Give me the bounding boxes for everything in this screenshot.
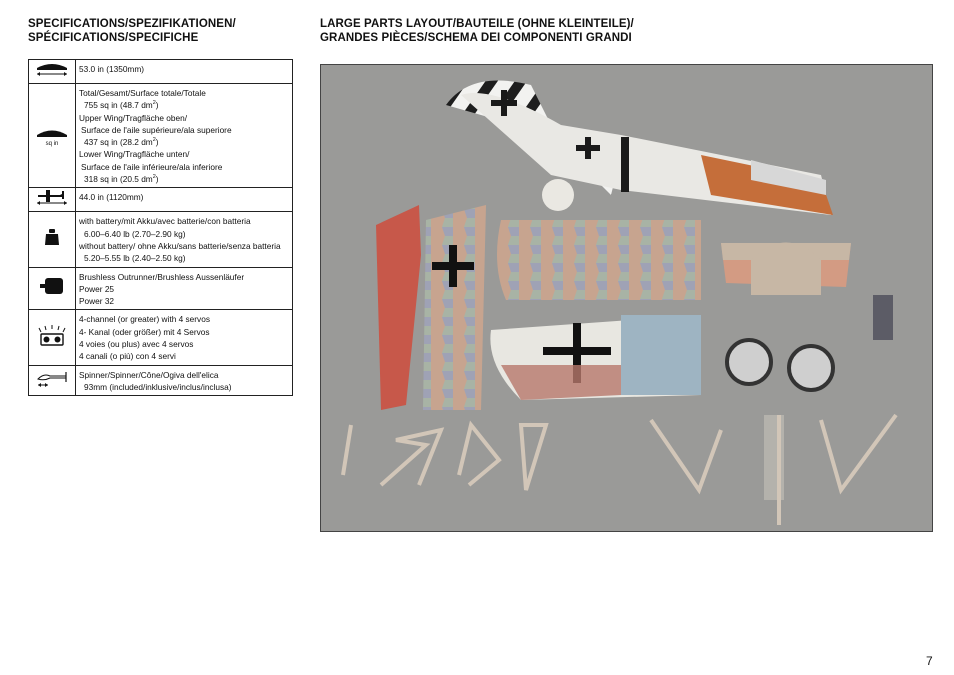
spinner-values: [76, 365, 293, 396]
spec-line: [79, 99, 288, 111]
spec-line: 53.0 in (1350mm): [79, 64, 145, 74]
spec-line: Power 32: [79, 296, 115, 307]
spec-line-text: 318 sq in (20.5 dm: [84, 174, 153, 185]
superscript: 2: [152, 137, 156, 144]
spec-line: Spinner/Spinner/Cône/Ogiva dell'elica: [79, 369, 219, 380]
page-number: 7: [926, 654, 933, 668]
spec-line: 4 canali (o più) con 4 servi: [79, 351, 176, 362]
radio-icon-cell: [29, 310, 76, 365]
spec-line-text: 755 sq in (48.7 dm: [84, 100, 153, 111]
spec-line: 44.0 in (1120mm): [79, 192, 144, 203]
spec-line: [79, 136, 288, 148]
spec-row-motor: [29, 267, 293, 310]
parts-layout-heading-line1: LARGE PARTS LAYOUT/BAUTEILE (OHNE KLEINTEILE)/: [320, 18, 634, 30]
spec-row-wingspan: [29, 60, 293, 84]
motor-icon: [39, 276, 65, 296]
spec-row-radio: [29, 310, 293, 365]
spec-line: 4-channel (or greater) with 4 servos: [79, 314, 210, 325]
wingspan-value: [76, 60, 293, 84]
superscript: 2: [152, 174, 156, 181]
specifications-heading-line2: SPÉCIFICATIONS/SPECIFICHE: [28, 32, 199, 44]
spec-line: 4 voies (ou plus) avec 4 servos: [79, 339, 194, 350]
parts-layout-heading: [320, 17, 634, 45]
length-value: [76, 188, 293, 212]
spec-line: Lower Wing/Tragfläche unten/: [79, 149, 190, 160]
wing-area-icon-cell: [29, 84, 76, 188]
weight-icon: [43, 228, 61, 246]
parts-layout-photo: [320, 64, 933, 532]
wingspan-icon-cell: [29, 60, 76, 84]
spec-line: Power 25: [79, 283, 115, 294]
parts-layout-heading-line2: GRANDES PIÈCES/SCHEMA DEI COMPONENTI GRANDI: [320, 32, 632, 44]
closing-paren: ): [155, 100, 159, 111]
spec-line: 4- Kanal (oder größer) mit 4 Servos: [79, 326, 210, 337]
specifications-heading-line1: SPECIFICATIONS/SPEZIFIKATIONEN/: [28, 18, 236, 30]
spec-line: without battery/ ohne Akku/sans batterie/senza batteria: [79, 240, 281, 251]
spec-line: [79, 173, 288, 185]
length-icon: [34, 188, 70, 206]
spec-line: 6.00–6.40 lb (2.70–2.90 kg): [84, 228, 186, 239]
spec-line: Surface de l'aile supérieure/ala superiore: [81, 124, 232, 135]
closing-paren: ): [155, 174, 159, 185]
spec-line: Upper Wing/Tragfläche oben/: [79, 112, 188, 123]
spec-line: 5.20–5.55 lb (2.40–2.50 kg): [84, 253, 186, 264]
spec-line: with battery/mit Akku/avec batterie/con batteria: [79, 216, 251, 227]
spinner-icon-cell: [29, 365, 76, 396]
spec-line: 93mm (included/inklusive/inclus/inclusa): [84, 381, 232, 392]
radio-values: [76, 310, 293, 365]
specifications-heading: [28, 17, 236, 45]
wing-area-values: [76, 84, 293, 188]
wing-area-icon: [34, 126, 70, 138]
wingspan-icon: [34, 60, 70, 78]
spec-row-length: [29, 188, 293, 212]
parts-photo-drawing: [321, 65, 932, 531]
radio-icon: [37, 324, 67, 346]
spinner-icon: [34, 368, 70, 388]
spec-row-spinner: [29, 365, 293, 396]
length-icon-cell: [29, 188, 76, 212]
motor-icon-cell: [29, 267, 76, 310]
weight-icon-cell: [29, 212, 76, 267]
motor-values: [76, 267, 293, 310]
weight-values: [76, 212, 293, 267]
spec-line: Brushless Outrunner/Brushless Aussenläufer: [79, 271, 245, 282]
closing-paren: ): [155, 137, 159, 148]
spec-line-text: 437 sq in (28.2 dm: [84, 137, 153, 148]
spec-line: Surface de l'aile inférieure/ala inferiore: [81, 161, 223, 172]
spec-line: Total/Gesamt/Surface totale/Totale: [79, 88, 206, 98]
wing-area-icon-label: sq in: [45, 140, 59, 147]
spec-row-weight: [29, 212, 293, 267]
superscript: 2: [152, 100, 156, 107]
spec-row-wing-area: [29, 84, 293, 188]
specifications-table: [28, 59, 293, 396]
